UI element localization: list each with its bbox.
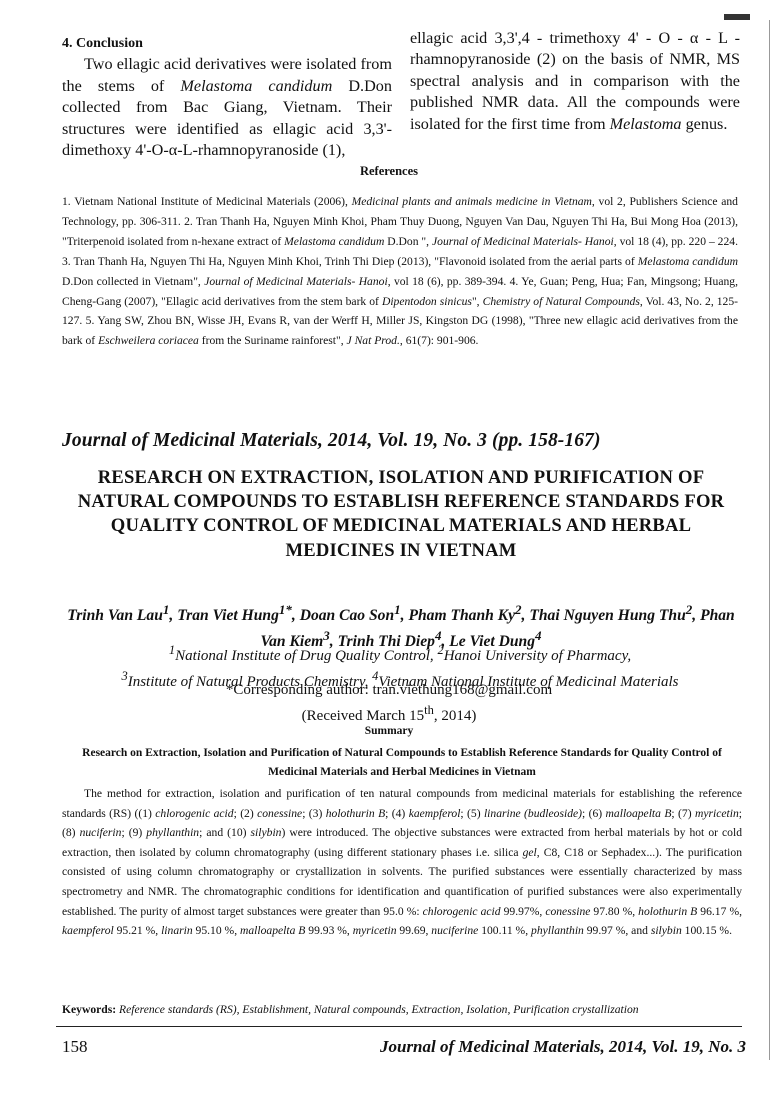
- author: Doan Cao Son$^1$: [299, 602, 401, 625]
- affiliations: $^1$National Institute of Drug Quality Control, $^2$Hanoi University of Pharmacy, $^3$Institute of Natural Products Chemistry, $^4$Vietnam National Institute of Medicinal Materials: [121, 643, 679, 690]
- keywords-line: Keywords: Reference standards (RS), Establishment, Natural compounds, Extraction, Isolation, Purification crystallization: [62, 1003, 639, 1016]
- running-footer: Journal of Medicinal Materials, 2014, Vol. 19, No. 3: [379, 1037, 746, 1056]
- conclusion-heading: 4. Conclusion: [62, 36, 143, 51]
- author-list: Trinh Van Lau$^1$, Tran Viet Hung$^{1*}$, Doan Cao Son$^1$, Pham Thanh Ky$^2$, Thai Nguyen Hung Thu$^2$, Phan Van Kiem$^3$, Trinh Thi Diep$^4$, Le Viet Dung$^4$: [67, 602, 735, 651]
- received-date: (Received March 15th, 2014): [301, 703, 477, 724]
- author: Pham Thanh Ky$^2$: [408, 602, 522, 625]
- conclusion-right-text: ellagic acid 3,3',4 - trimethoxy 4' - O - α - L - rhamnopyranoside (2) on the basis of NMR, MS spectral analysis and in comparison with the published NMR data. All the compounds were isolated for the first time from Melastoma genus.: [410, 29, 740, 133]
- journal-citation-line: Journal of Medicinal Materials, 2014, Vol. 19, No. 3 (pp. 158-167): [62, 430, 601, 451]
- author: Tran Viet Hung$^{1*}$: [177, 602, 292, 625]
- references-heading: References: [359, 164, 419, 178]
- author: Le Viet Dung$^4$: [449, 628, 542, 651]
- article-title: RESEARCH ON EXTRACTION, ISOLATION AND PURIFICATION OF NATURAL COMPOUNDS TO ESTABLISH REFERENCE STANDARDS FOR QUALITY CONTROL OF MEDICINAL MATERIALS AND HERBAL MEDICINES IN VIETNAM: [77, 467, 725, 561]
- author: Trinh Thi Diep$^4$: [337, 628, 442, 651]
- summary-title: Research on Extraction, Isolation and Purification of Natural Compounds to Establish Reference Standards for Quality Control of Medicinal Materials and Herbal Medicines in Vietnam: [82, 747, 722, 778]
- corresponding-author: *Corresponding author: tran.viethung168@gmail.com: [225, 682, 553, 698]
- author: Trinh Van Lau$^1$: [67, 602, 170, 625]
- summary-heading: Summary: [364, 725, 414, 737]
- conclusion-right-column: [410, 28, 740, 135]
- author: Thai Nguyen Hung Thu$^2$: [529, 602, 693, 625]
- conclusion-left-text: Two ellagic acid derivatives were isolated from the stems of Melastoma candidum D.Don collected from Bac Giang, Vietnam. Their structures were identified as ellagic acid 3,3'- dimethoxy 4'-O-α-L-rhamnopyranoside (1),: [62, 55, 392, 160]
- abstract-text: The method for extraction, isolation and purification of ten natural compounds from medicinal materials for establishing the reference standards (RS) ((1) chlorogenic acid; (2) conessine; (3) holothurin B; (4) kaempferol; (5) linarine (budleoside); (6) malloapelta B; (7) myricetin; (8) nuciferin; (9) phyllanthin; and (10) silybin) were introduced. The objective substances were extracted from herbal materials by hot or cold extraction, then isolated by column chromatography (using different stationary phases i.e. silica gel, C8, C18 or Sephadex...). The purification consisted of using column chromatography or crystallization in solvents. The purified substances were essentially characterized by mass spectrometry and NMR. The chromatographic conditions for identification and quantification of purified substances were also experimentally established. The purity of almost target substances were greater than 95.0 %: chlorogenic acid 99.97%, conessine 97.80 %, holothurin B 96.17 %, kaempferol 95.21 %, linarin 95.10 %, malloapelta B 99.93 %, myricetin 99.69, nuciferine 100.11 %, phyllanthin 99.97 %, and silybin 100.15 %.: [62, 787, 742, 938]
- scan-edge-mark: [724, 14, 750, 20]
- references-list: 1. Vietnam National Institute of Medicinal Materials (2006), Medicinal plants and animals medicine in Vietnam, vol 2, Publishers Science and Technology, pp. 306-311. 2. Tran Thanh Ha, Nguyen Minh Khoi, Pham Thuy Duong, Nguyen Van Dau, Nguyen Thi Ha, Bui Mong Hoa (2013), "Triterpenoid isolated from n-hexane extract of Melastoma candidum D.Don ", Journal of Medicinal Materials- Hanoi, vol 18 (4), pp. 220 – 224. 3. Tran Thanh Ha, Nguyen Thi Ha, Nguyen Minh Khoi, Trinh Thi Diep (2013), "Flavonoid isolated from the aerial parts of Melastoma candidum D.Don collected in Vietnam", Journal of Medicinal Materials- Hanoi, vol 18 (6), pp. 389-394. 4. Ye, Guan; Peng, Hua; Fan, Mingsong; Huang, Cheng-Gang (2007), "Ellagic acid derivatives from the stem bark of Dipentodon sinicus", Chemistry of Natural Compounds, Vol. 43, No. 2, 125-127. 5. Yang SW, Zhou BN, Wisse JH, Evans R, van der Werff H, Miller JS, Kingston DG (1998), "Three new ellagic acid derivatives from the bark of Eschweilera coriacea from the Suriname rainforest", J Nat Prod., 61(7): 901-906.: [62, 195, 739, 348]
- footer-rule: [56, 1026, 742, 1027]
- author: Phan Van Kiem$^3$: [260, 607, 735, 651]
- scan-edge-line: [769, 20, 770, 1060]
- page-number: 158: [62, 1037, 88, 1056]
- conclusion-left-column: [62, 33, 392, 161]
